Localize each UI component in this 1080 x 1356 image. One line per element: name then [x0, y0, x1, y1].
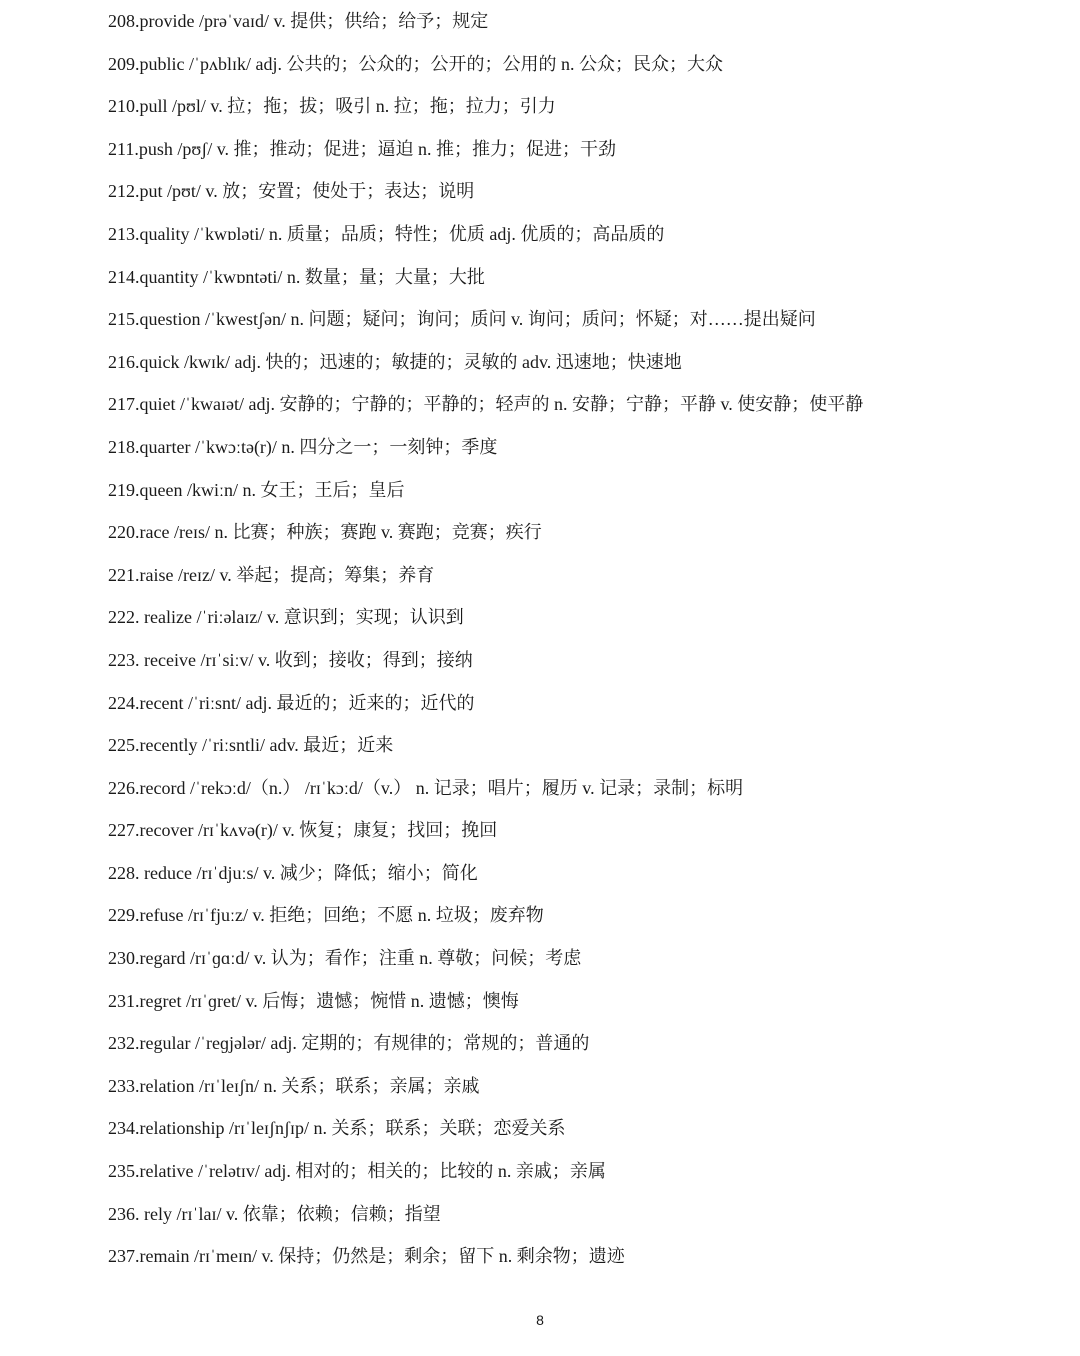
vocab-entry-227: 227.recover /rɪˈkʌvə(r)/ v. 恢复；康复；找回；挽回	[108, 820, 498, 841]
vocab-entry-233: 233.relation /rɪˈleɪʃn/ n. 关系；联系；亲属；亲戚	[108, 1075, 480, 1096]
vocab-entry-232: 232.regular /ˈreɡjələr/ adj. 定期的；有规律的；常规的；普通的	[108, 1033, 590, 1054]
vocab-entry-211: 211.push /pʊʃ/ v. 推；推动；促进；逼迫 n. 推；推力；促进；干劲	[108, 138, 617, 159]
vocab-entry-210: 210.pull /pʊl/ v. 拉；拖；拔；吸引 n. 拉；拖；拉力；引力	[108, 96, 556, 117]
vocab-entry-218: 218.quarter /ˈkwɔːtə(r)/ n. 四分之一；一刻钟；季度	[108, 436, 498, 457]
vocab-entry-228: 228. reduce /rɪˈdjuːs/ v. 减少；降低；缩小；简化	[108, 862, 478, 883]
vocab-entry-224: 224.recent /ˈriːsnt/ adj. 最近的；近来的；近代的	[108, 692, 475, 713]
vocab-entry-235: 235.relative /ˈrelətɪv/ adj. 相对的；相关的；比较的 n. 亲戚；亲属	[108, 1161, 606, 1182]
vocab-entry-230: 230.regard /rɪˈɡɑːd/ v. 认为；看作；注重 n. 尊敬；问候；考虑	[108, 948, 582, 969]
vocabulary-list	[108, 0, 1048, 1278]
vocab-entry-213: 213.quality /ˈkwɒləti/ n. 质量；品质；特性；优质 adj. 优质的；高品质的	[108, 223, 665, 244]
vocab-entry-220: 220.race /reɪs/ n. 比赛；种族；赛跑 v. 赛跑；竞赛；疾行	[108, 522, 542, 543]
vocab-entry-219: 219.queen /kwiːn/ n. 女王；王后；皇后	[108, 479, 405, 500]
vocab-entry-222: 222. realize /ˈriːəlaɪz/ v. 意识到；实现；认识到	[108, 607, 464, 628]
vocab-entry-236: 236. rely /rɪˈlaɪ/ v. 依靠；依赖；信赖；指望	[108, 1203, 441, 1224]
vocab-entry-208: 208.provide /prəˈvaɪd/ v. 提供；供给；给予；规定	[108, 11, 489, 31]
vocab-entry-231: 231.regret /rɪˈɡret/ v. 后悔；遗憾；惋惜 n. 遗憾；懊悔	[108, 990, 519, 1011]
vocab-entry-217: 217.quiet /ˈkwaɪət/ adj. 安静的；宁静的；平静的；轻声的 n. 安静；宁静；平静 v. 使安静；使平静	[108, 394, 864, 415]
vocab-entry-225: 225.recently /ˈriːsntli/ adv. 最近；近来	[108, 735, 394, 756]
page-number: 8	[536, 1312, 544, 1328]
vocab-entry-226: 226.record /ˈrekɔːd/（n.） /rɪˈkɔːd/（v.） n. 记录；唱片；履历 v. 记录；录制；标明	[108, 777, 744, 798]
vocab-entry-212: 212.put /pʊt/ v. 放；安置；使处于；表达；说明	[108, 181, 475, 202]
vocab-entry-223: 223. receive /rɪˈsiːv/ v. 收到；接收；得到；接纳	[108, 649, 473, 670]
vocab-entry-215: 215.question /ˈkwestʃən/ n. 问题；疑问；询问；质问 v. 询问；质问；怀疑；对……提出疑问	[108, 309, 816, 330]
vocab-entry-234: 234.relationship /rɪˈleɪʃnʃɪp/ n. 关系；联系；关联；恋爱关系	[108, 1118, 566, 1139]
vocab-entry-229: 229.refuse /rɪˈfjuːz/ v. 拒绝；回绝；不愿 n. 垃圾；废弃物	[108, 905, 544, 926]
vocab-entry-214: 214.quantity /ˈkwɒntəti/ n. 数量；量；大量；大批	[108, 266, 485, 287]
vocab-entry-221: 221.raise /reɪz/ v. 举起；提高；筹集；养育	[108, 564, 435, 585]
vocab-entry-216: 216.quick /kwɪk/ adj. 快的；迅速的；敏捷的；灵敏的 adv. 迅速地；快速地	[108, 351, 682, 372]
vocab-entry-237: 237.remain /rɪˈmeɪn/ v. 保持；仍然是；剩余；留下 n. 剩余物；遗迹	[108, 1246, 625, 1267]
vocab-entry-209: 209.public /ˈpʌblɪk/ adj. 公共的；公众的；公开的；公用的 n. 公众；民众；大众	[108, 53, 723, 74]
